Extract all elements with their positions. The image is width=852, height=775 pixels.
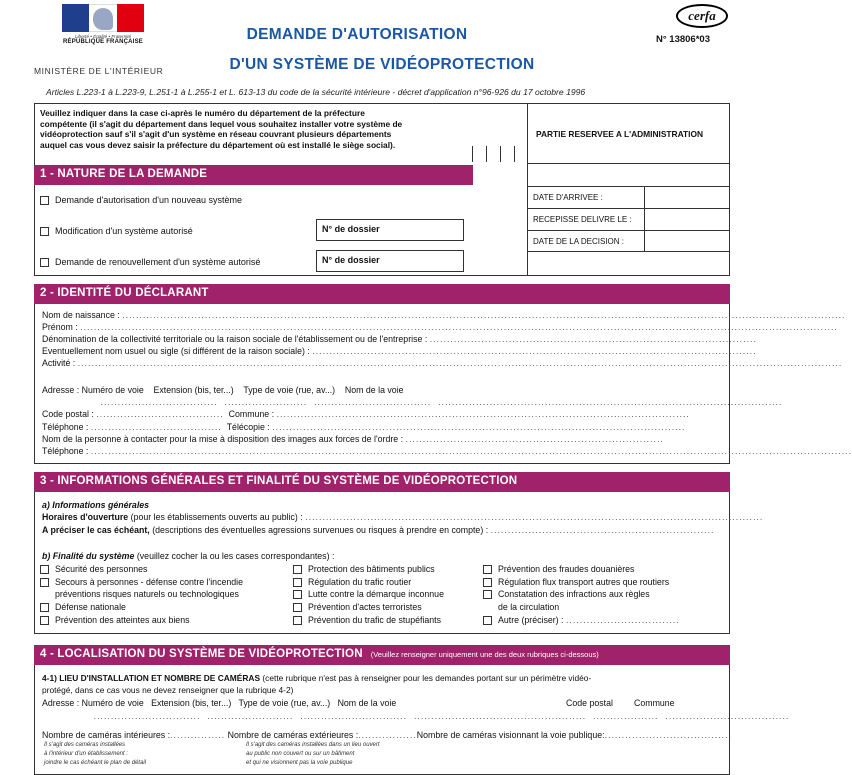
outdoor-note-1: Il s'agit des caméras installées dans un lieu ouvert xyxy=(246,742,380,748)
ministry-label: MINISTÈRE DE L'INTÉRIEUR xyxy=(34,66,164,76)
checkbox[interactable] xyxy=(40,616,49,625)
purpose-traffic-offenses-cont: de la circulation xyxy=(498,602,560,612)
republic-label: RÉPUBLIQUE FRANÇAISE xyxy=(62,39,143,45)
location-address-labels: Adresse : Numéro de voie Extension (bis, ter...) Type de voie (rue, av...) Nom de la voie Code postal Commune xyxy=(42,698,675,708)
cerfa-logo: cerfa xyxy=(676,4,728,28)
checkbox[interactable] xyxy=(483,616,492,625)
checkbox[interactable] xyxy=(293,603,302,612)
checkbox[interactable] xyxy=(483,578,492,587)
fax-label: Télécopie xyxy=(226,422,265,432)
risks-field[interactable]: A préciser le cas échéant, (descriptions des éventuelles agressions survenues ou risques à prendre en compte) : ................................................................. xyxy=(42,525,715,535)
postal-code-label: Code postal xyxy=(42,409,89,419)
phone-label: Téléphone xyxy=(42,422,84,432)
prefecture-instructions: Veuillez indiquer dans la case ci-après le numéro du département de la préfecture compétente (il s'agit du département dans lequel vous souhaitez installer votre système de vidéoprotection sauf s'il s'agit d'un système en réseau couvrant plusieurs départements auquel cas vous devez saisir la préfecture du département où est installé le siège social). xyxy=(40,108,403,150)
receipt-date-label: RECEPISSE DELIVRE LE xyxy=(533,215,628,224)
purpose-road-traffic[interactable]: Régulation du trafic routier xyxy=(293,577,411,587)
checkbox[interactable] xyxy=(40,227,49,236)
outdoor-note-3: et qui ne visionnent pas la voie publique xyxy=(246,760,353,766)
admin-title: PARTIE RESERVEE A L'ADMINISTRATION xyxy=(536,129,704,139)
phone-fax-row[interactable]: Téléphone : ...................................... Télécopie : ........................................................................................................................ xyxy=(42,422,686,432)
location-address-input[interactable]: ............................... ......................... ............................... .................................................. ................... .................................... xyxy=(42,711,790,721)
location-subheading-cont: protégé, dans ce cas vous ne devez renseigner que la rubrique 4-2) xyxy=(42,685,294,695)
checkbox[interactable] xyxy=(293,565,302,574)
checkbox[interactable] xyxy=(293,578,302,587)
location-subheading: 4-1) LIEU D'INSTALLATION ET NOMBRE DE CAMÉRAS (cette rubrique n'est pas à renseigner pour les demandes portant sur un périmètre vidéo- xyxy=(42,673,592,683)
checkbox[interactable] xyxy=(293,590,302,599)
checkbox[interactable] xyxy=(40,196,49,205)
department-number-input[interactable] xyxy=(472,146,528,162)
contact-phone-field[interactable]: Téléphone : ............................................................................................................................................................................................................................. xyxy=(42,446,852,456)
opening-hours-field[interactable]: Horaires d'ouverture (pour les établissements ouverts au public) : ..................................................................................................................................... xyxy=(42,512,764,522)
form-title-line1: DEMANDE D'AUTORISATION xyxy=(246,26,468,43)
purpose-personal-safety[interactable]: Sécurité des personnes xyxy=(40,564,147,574)
purpose-national-defense[interactable]: Défense nationale xyxy=(40,602,126,612)
address-row-labels: Adresse : Numéro de voie Extension (bis, ter...) Type de voie (rue, av...) Nom de la voie xyxy=(42,385,404,395)
denomination-field[interactable]: Dénomination de la collectivité territoriale ou la raison sociale de l'établissement ou de l'entreprise : ............................................................................................... xyxy=(42,334,757,344)
checkbox[interactable] xyxy=(483,590,492,599)
checkbox[interactable] xyxy=(483,565,492,574)
birth-name-field[interactable]: Nom de naissance : .................................................................................................................................................................................................................. xyxy=(42,310,846,320)
commune-label: Commune xyxy=(228,409,270,419)
option-modification[interactable]: Modification d'un système autorisé xyxy=(40,226,193,236)
option-renewal[interactable]: Demande de renouvellement d'un système autorisé xyxy=(40,257,260,267)
first-name-field[interactable]: Prénom : ............................................................................................................................................................................................................................ xyxy=(42,322,838,332)
checkbox[interactable] xyxy=(293,616,302,625)
arrival-date-field[interactable] xyxy=(644,187,730,208)
purpose-fire-rescue[interactable]: Secours à personnes - défense contre l'incendie xyxy=(40,577,243,587)
receipt-date-field[interactable] xyxy=(644,209,730,230)
purpose-drug-trafficking[interactable]: Prévention du trafic de stupéfiants xyxy=(293,615,441,625)
camera-counts-row[interactable]: Nombre de caméras intérieures :................ Nombre de caméras extérieures :.................Nombre de caméras visionnant la voie publique:..................................... xyxy=(42,730,732,740)
decision-date-field[interactable] xyxy=(644,231,730,251)
checkbox[interactable] xyxy=(40,578,49,587)
section1-header: 1 - NATURE DE LA DEMANDE xyxy=(34,165,473,185)
purpose-fire-rescue-cont: préventions risques naturels ou technologiques xyxy=(55,589,239,599)
purpose-shoplifting[interactable]: Lutte contre la démarque inconnue xyxy=(293,589,444,599)
section2-header: 2 - IDENTITÉ DU DÉCLARANT xyxy=(34,284,730,304)
admin-divider-line xyxy=(527,163,730,164)
general-info-heading: a) Informations générales xyxy=(42,500,150,510)
section4-header: 4 - LOCALISATION DU SYSTÈME DE VIDÉOPROTECTION (Veuillez renseigner uniquement une des deux rubriques ci-dessous) xyxy=(34,645,730,665)
outdoor-note-2: au public non couvert ou sur un bâtiment xyxy=(246,751,355,757)
indoor-note-3: joindre le cas échéant le plan de détail xyxy=(44,760,147,766)
checkbox[interactable] xyxy=(40,603,49,612)
purpose-heading: b) Finalité du système (veuillez cocher la ou les cases correspondantes) : xyxy=(42,551,335,561)
arrival-date-label: DATE D'ARRIVEE xyxy=(533,193,599,202)
republique-francaise-logo xyxy=(62,4,144,56)
purpose-traffic-offenses[interactable]: Constatation des infractions aux règles xyxy=(483,589,650,599)
indoor-note-2: à l'intérieur d'un établissement : xyxy=(44,751,129,757)
street-type-label: Type de voie (rue, av...) xyxy=(243,385,336,395)
checkbox[interactable] xyxy=(40,258,49,267)
indoor-note-1: Il s'agit des caméras installées xyxy=(44,742,126,748)
usual-name-field[interactable]: Eventuellement nom usuel ou sigle (si différent de la raison sociale) : ................................................................................................................................. xyxy=(42,346,757,356)
purpose-customs-fraud[interactable]: Prévention des fraudes douanières xyxy=(483,564,634,574)
purpose-terrorism[interactable]: Prévention d'actes terroristes xyxy=(293,602,422,612)
purpose-other[interactable]: Autre (préciser) : ................................. xyxy=(483,615,680,625)
extension-label: Extension (bis, ter...) xyxy=(153,385,234,395)
decision-date-label: DATE DE LA DECISION xyxy=(533,237,620,246)
street-name-label: Nom de la voie xyxy=(344,385,404,395)
postal-commune-row[interactable]: Code postal : ..................................... Commune : ........................................................................................................................ xyxy=(42,409,690,419)
street-number-label: Numéro de voie xyxy=(81,385,144,395)
section3-header: 3 - INFORMATIONS GÉNÉRALES ET FINALITÉ DU SYSTÈME DE VIDÉOPROTECTION xyxy=(34,472,730,492)
checkbox[interactable] xyxy=(40,565,49,574)
form-title-line2: D'UN SYSTÈME DE VIDÉOPROTECTION xyxy=(229,56,535,73)
admin-fields: DATE D'ARRIVEE : RECEPISSE DELIVRE LE : DATE DE LA DECISION : xyxy=(527,186,730,252)
purpose-property-protection[interactable]: Prévention des atteintes aux biens xyxy=(40,615,189,625)
contact-person-field[interactable]: Nom de la personne à contacter pour la mise à disposition des images aux forces de l'ordre : ........................................................................... xyxy=(42,434,664,444)
motto: Liberté • Égalité • Fraternité xyxy=(74,34,132,39)
option-new-system[interactable]: Demande d'autorisation d'un nouveau système xyxy=(40,195,242,205)
dossier-number-field-renewal[interactable]: N° de dossier xyxy=(316,250,464,272)
cerfa-number: N° 13806*03 xyxy=(656,34,710,45)
purpose-public-buildings[interactable]: Protection des bâtiments publics xyxy=(293,564,435,574)
legal-articles: Articles L.223-1 à L.223-9, L.251-1 à L.255-1 et L. 613-13 du code de la sécurité intérieure - décret d'application n°96-926 du 17 octobre 1996 xyxy=(46,87,586,97)
french-flag-icon xyxy=(62,4,144,32)
address-input-dots[interactable]: .................................. ........................ .................................. .................................................................................................... xyxy=(42,397,783,407)
purpose-transport-flow[interactable]: Régulation flux transport autres que routiers xyxy=(483,577,669,587)
activity-field[interactable]: Activité : .............................................................................................................................................................................................................................. xyxy=(42,358,843,368)
dossier-number-field-modification[interactable]: N° de dossier xyxy=(316,219,464,241)
